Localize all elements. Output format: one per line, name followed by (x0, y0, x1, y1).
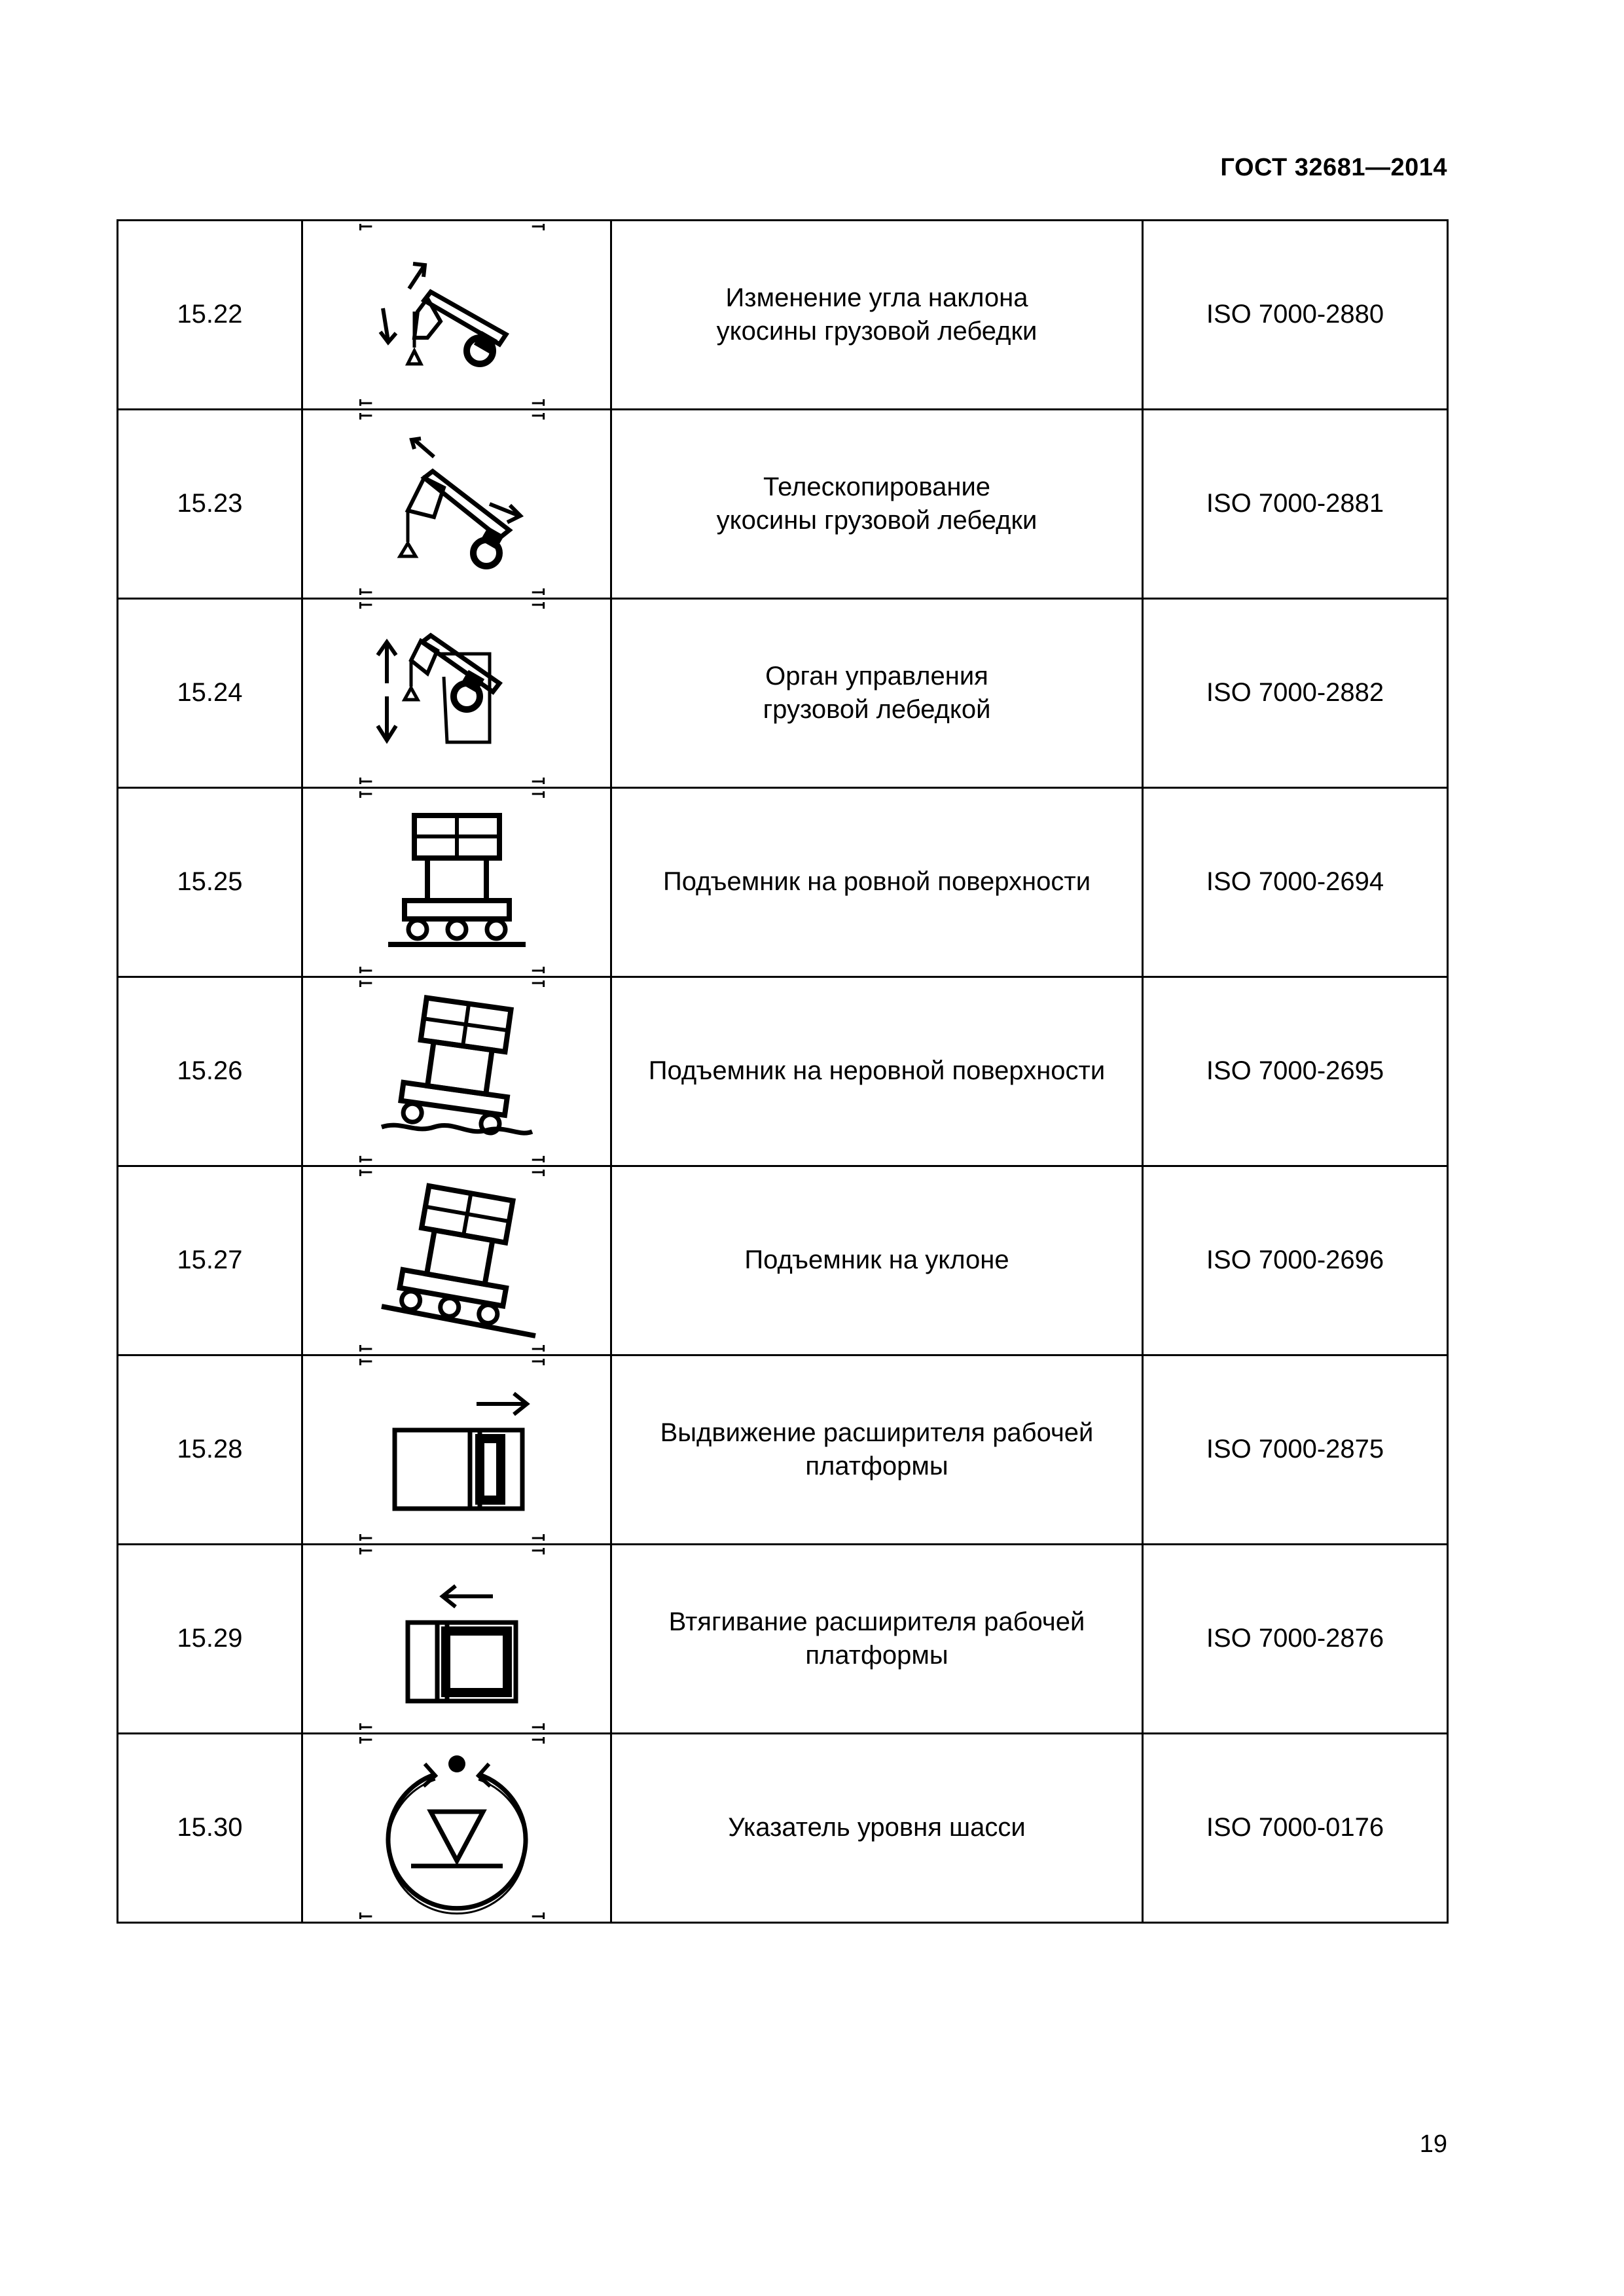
symbol-number: 15.25 (118, 788, 302, 977)
symbol-number: 15.30 (118, 1734, 302, 1923)
table-row (118, 788, 1448, 977)
page-number: 19 (1419, 2130, 1447, 2158)
symbol-graphic-cell (302, 410, 611, 599)
description-line: Телескопирование (763, 472, 991, 501)
lift-level-surface-icon (362, 794, 552, 971)
description-line: Втягивание расширителя рабочей (668, 1607, 1085, 1636)
table-row (118, 410, 1448, 599)
iso-reference: ISO 7000-2694 (1143, 788, 1448, 977)
symbol-description (611, 1545, 1143, 1734)
description-line: грузовой лебедкой (763, 695, 991, 724)
table-row (118, 1355, 1448, 1545)
symbol-graphic-cell (302, 599, 611, 788)
winch-control-icon (362, 605, 552, 781)
description-line: платформы (805, 1641, 948, 1670)
iso-reference: ISO 7000-2875 (1143, 1355, 1448, 1545)
table-row (118, 1734, 1448, 1923)
description-line: Подъемник на уклоне (744, 1246, 1009, 1275)
description-line: Выдвижение расширителя рабочей (660, 1418, 1094, 1447)
platform-extension-in-icon (362, 1551, 552, 1727)
symbol-description (611, 1355, 1143, 1545)
platform-extension-out-icon (362, 1361, 552, 1538)
symbol-graphic-cell (302, 1166, 611, 1355)
symbol-graphic-cell (302, 977, 611, 1166)
description-line: Подъемник на ровной поверхности (662, 867, 1091, 897)
table-row (118, 599, 1448, 788)
table-row (118, 1166, 1448, 1355)
document-header: ГОСТ 32681—2014 (1220, 154, 1447, 181)
symbol-number: 15.23 (118, 410, 302, 599)
iso-reference: ISO 7000-2881 (1143, 410, 1448, 599)
symbol-graphic-cell (302, 1355, 611, 1545)
description-line: Подъемник на неровной поверхности (648, 1056, 1106, 1086)
description-line: Орган управления (765, 661, 988, 691)
symbol-description (611, 221, 1143, 410)
table-row (118, 221, 1448, 410)
boom-telescoping-icon (362, 416, 552, 592)
symbol-description (611, 1734, 1143, 1923)
symbol-number: 15.24 (118, 599, 302, 788)
iso-reference: ISO 7000-2696 (1143, 1166, 1448, 1355)
chassis-level-indicator-icon (362, 1740, 552, 1916)
iso-reference: ISO 7000-2695 (1143, 977, 1448, 1166)
symbol-graphic-cell (302, 1734, 611, 1923)
symbol-number: 15.28 (118, 1355, 302, 1545)
boom-angle-change-icon (362, 226, 552, 403)
description-line: Изменение угла наклона (725, 283, 1028, 312)
table-row (118, 977, 1448, 1166)
description-line: укосины грузовой лебедки (716, 317, 1038, 346)
description-line: укосины грузовой лебедки (716, 506, 1038, 535)
description-line: Указатель уровня шасси (728, 1813, 1026, 1842)
symbol-description (611, 410, 1143, 599)
symbol-description (611, 788, 1143, 977)
symbol-graphic-cell (302, 221, 611, 410)
iso-reference: ISO 7000-2880 (1143, 221, 1448, 410)
symbol-description (611, 1166, 1143, 1355)
symbol-description (611, 977, 1143, 1166)
symbol-graphic-cell (302, 788, 611, 977)
symbols-table (117, 219, 1449, 1924)
iso-reference: ISO 7000-0176 (1143, 1734, 1448, 1923)
symbol-number: 15.29 (118, 1545, 302, 1734)
iso-reference: ISO 7000-2882 (1143, 599, 1448, 788)
symbol-graphic-cell (302, 1545, 611, 1734)
symbol-number: 15.26 (118, 977, 302, 1166)
symbol-description (611, 599, 1143, 788)
description-line: платформы (805, 1452, 948, 1480)
lift-on-slope-icon (362, 1172, 552, 1349)
table-row (118, 1545, 1448, 1734)
symbol-number: 15.27 (118, 1166, 302, 1355)
lift-uneven-surface-icon (362, 983, 552, 1160)
iso-reference: ISO 7000-2876 (1143, 1545, 1448, 1734)
symbol-number: 15.22 (118, 221, 302, 410)
